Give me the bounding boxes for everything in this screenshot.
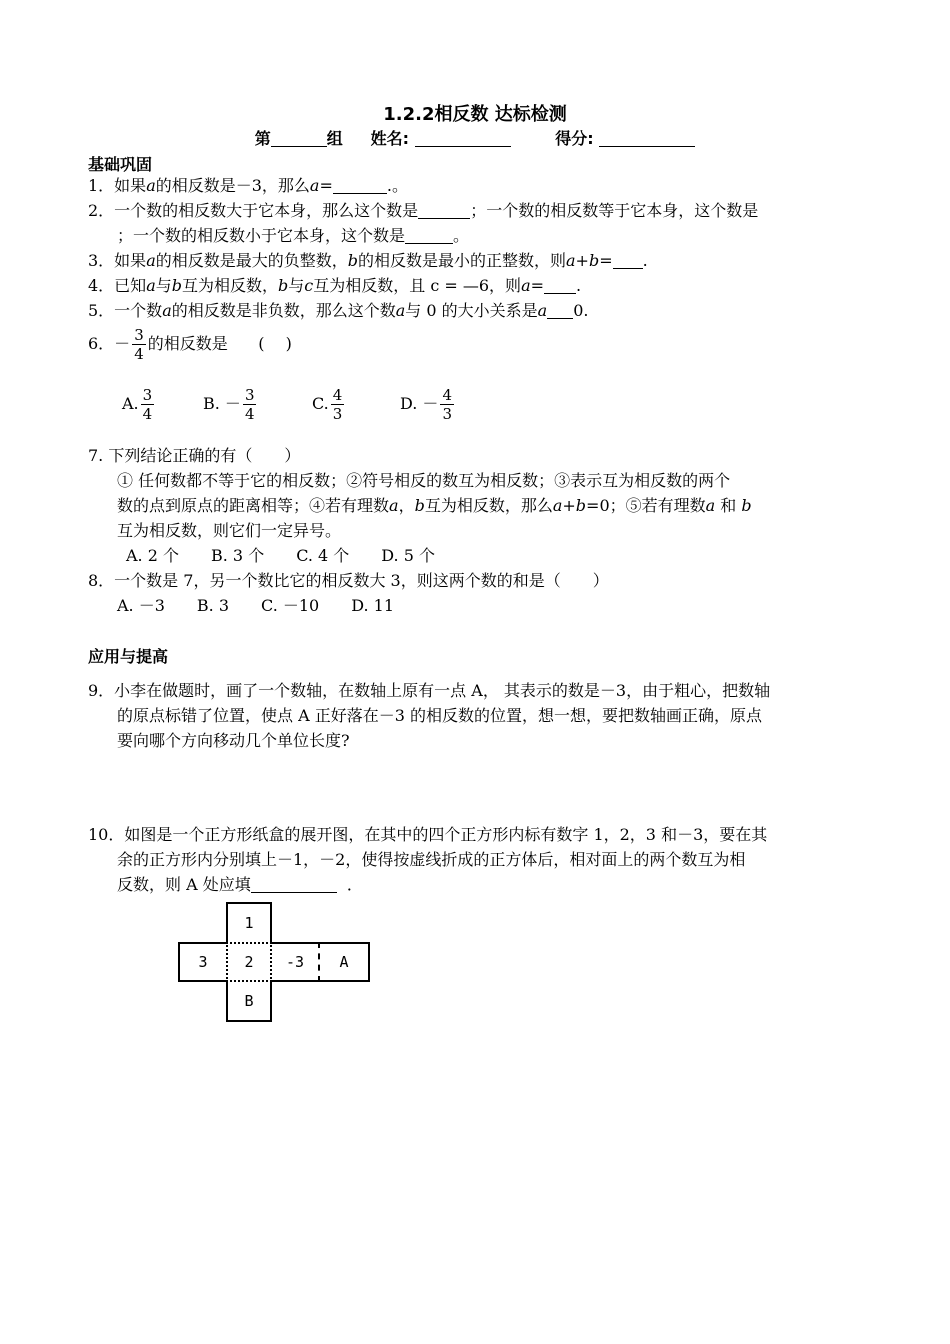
answer-blank[interactable] (547, 302, 573, 319)
question-9-line-2: 的原点标错了位置，使点 A 正好落在－3 的相反数的位置，想一想，要把数轴画正确，原点 (117, 706, 762, 725)
page-title: 1.2.2相反数 达标检测 (383, 104, 567, 125)
net-face-bottom: B (226, 980, 272, 1022)
answer-blank[interactable] (613, 252, 643, 269)
section-applied: 应用与提高 (88, 647, 169, 666)
question-2-line-2: ；一个数的相反数小于它本身，这个数是 。 (117, 226, 470, 245)
question-1: 1．如果a的相反数是－3，那么a= .。 (88, 176, 408, 195)
group-blank[interactable] (271, 130, 327, 147)
question-3: 3．如果a的相反数是最大的负整数，b的相反数是最小的正整数，则a+b= . (88, 251, 648, 270)
question-6: 6．－ $\frac{3}{4}$ 的相反数是 ( ) (88, 326, 292, 363)
name-blank[interactable] (415, 130, 511, 147)
net-face-right-1: -3 (270, 942, 320, 982)
question-10-line-2: 余的正方形内分别填上－1，－2，使得按虚线折成的正方体后，相对面上的两个数互为相 (117, 850, 746, 869)
net-face-top: 1 (226, 902, 272, 944)
answer-blank[interactable] (405, 227, 453, 244)
score-label: 得分: (555, 129, 594, 148)
net-face-center: 2 (226, 942, 272, 982)
question-5: 5．一个数a的相反数是非负数，那么这个数a与 0 的大小关系是a 0. (88, 301, 589, 320)
net-face-left: 3 (178, 942, 228, 982)
group-prefix: 第 (254, 129, 271, 148)
question-8-stem: 8．一个数是 7，另一个数比它的相反数大 3，则这两个数的和是（ ） (88, 571, 609, 590)
question-7-line-1: ① 任何数都不等于它的相反数；②符号相反的数互为相反数；③表示互为相反数的两个 (117, 471, 731, 490)
cube-net-diagram (178, 902, 370, 1022)
fraction: $\frac{3}{4}$ (134, 326, 144, 363)
group-suffix: 组 (326, 129, 343, 148)
header-fields (0, 126, 950, 149)
q6-option-b[interactable]: B. － $\frac{3}{4}$ (203, 386, 255, 423)
score-blank[interactable] (599, 130, 695, 147)
net-face-right-2: A (318, 942, 370, 982)
section-basic: 基础巩固 (88, 155, 153, 174)
question-8-options[interactable]: A. －3 B. 3 C. －10 D. 11 (117, 596, 395, 615)
q6-option-d[interactable]: D. － $\frac{4}{3}$ (400, 386, 452, 423)
question-4: 4．已知a与b互为相反数，b与c互为相反数，且 c = —6，则a= . (88, 276, 582, 295)
question-2-line-1: 2．一个数的相反数大于它本身，那么这个数是 ；一个数的相反数等于它本身，这个数是 (88, 201, 759, 220)
question-7-options[interactable]: A. 2 个 B. 3 个 C. 4 个 D. 5 个 (126, 546, 435, 565)
question-7-line-2: 数的点到原点的距离相等；④若有理数a，b互为相反数，那么a+b=0；⑤若有理数a 和 b (117, 496, 752, 515)
q6-option-a[interactable]: A. $\frac{3}{4}$ (122, 386, 153, 423)
question-9-line-1: 9．小李在做题时，画了一个数轴，在数轴上原有一点 A， 其表示的数是－3，由于粗心，把数轴 (88, 681, 771, 700)
q6-option-c[interactable]: C. $\frac{4}{3}$ (312, 386, 343, 423)
question-7-line-3: 互为相反数，则它们一定异号。 (117, 521, 342, 540)
question-10-line-1: 10．如图是一个正方形纸盒的展开图，在其中的四个正方形内标有数字 1，2，3 和－3，要在其 (88, 825, 768, 844)
answer-blank[interactable] (418, 202, 470, 219)
answer-blank[interactable] (544, 277, 576, 294)
question-9-line-3: 要向哪个方向移动几个单位长度? (117, 731, 350, 750)
question-10-line-3: 反数，则 A 处应填 ． (117, 875, 363, 894)
name-label: 姓名: (370, 129, 410, 148)
answer-blank[interactable] (251, 876, 337, 893)
question-7-stem: 7. 下列结论正确的有（ ） (88, 446, 301, 465)
answer-blank[interactable] (333, 177, 387, 194)
